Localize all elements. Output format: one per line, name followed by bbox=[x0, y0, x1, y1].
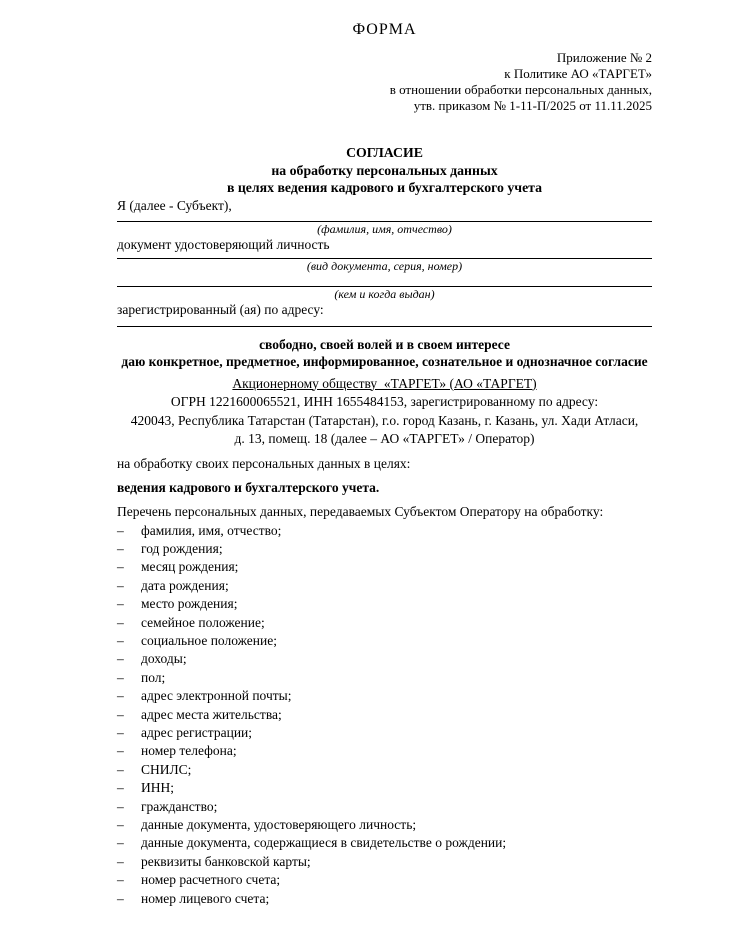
list-item-text: семейное положение; bbox=[141, 614, 265, 630]
list-item bbox=[117, 779, 652, 797]
list-item-text: гражданство; bbox=[141, 798, 218, 814]
purpose-bold: ведения кадрового и бухгалтерского учета. bbox=[117, 479, 380, 495]
dash-bullet: – bbox=[117, 669, 124, 685]
dash-bullet: – bbox=[117, 688, 124, 704]
list-item bbox=[117, 558, 652, 576]
dash-bullet: – bbox=[117, 872, 124, 888]
list-item bbox=[117, 595, 652, 613]
list-item bbox=[117, 613, 652, 631]
list-item-text: месяц рождения; bbox=[141, 559, 239, 575]
dash-bullet: – bbox=[117, 816, 124, 832]
list-item bbox=[117, 687, 652, 705]
list-item bbox=[117, 669, 652, 687]
list-item bbox=[117, 650, 652, 668]
annex-line: к Политике АО «ТАРГЕТ» bbox=[504, 66, 652, 81]
list-item-text: пол; bbox=[141, 669, 166, 685]
operator-address-1: 420043, Республика Татарстан (Татарстан), г.о. город Казань, г. Казань, ул. Хади Атласи, bbox=[130, 412, 639, 428]
fill-line-fio bbox=[117, 214, 652, 222]
list-item bbox=[117, 834, 652, 852]
operator-ogrn: ОГРН 1221600065521, ИНН 1655484153, зарегистрированному по адресу: bbox=[170, 394, 599, 409]
list-item-text: место рождения; bbox=[141, 596, 238, 612]
list-item-text: номер лицевого счета; bbox=[141, 890, 270, 906]
annex-line: в отношении обработки персональных данных, bbox=[389, 82, 652, 97]
dash-bullet: – bbox=[117, 706, 124, 722]
list-item-text: год рождения; bbox=[141, 541, 223, 557]
title-line-sub1: на обработку персональных данных bbox=[271, 162, 498, 178]
dash-bullet: – bbox=[117, 559, 124, 575]
list-item-text: дата рождения; bbox=[141, 577, 229, 593]
list-item-text: СНИЛС; bbox=[141, 761, 192, 777]
annex-line: Приложение № 2 bbox=[556, 50, 652, 65]
list-item bbox=[117, 632, 652, 650]
dash-bullet: – bbox=[117, 596, 124, 612]
list-item bbox=[117, 853, 652, 871]
dash-bullet: – bbox=[117, 614, 124, 630]
dash-bullet: – bbox=[117, 633, 124, 649]
title-line-main: СОГЛАСИЕ bbox=[346, 145, 423, 160]
dash-bullet: – bbox=[117, 724, 124, 740]
personal-data-list bbox=[117, 522, 652, 908]
list-item bbox=[117, 797, 652, 815]
dash-bullet: – bbox=[117, 890, 124, 906]
fio-caption: (фамилия, имя, отчество) bbox=[317, 221, 452, 236]
dash-bullet: – bbox=[117, 651, 124, 667]
list-item-text: адрес места жительства; bbox=[141, 706, 282, 722]
list-item-text: социальное положение; bbox=[141, 633, 277, 649]
list-item-text: данные документа, содержащиеся в свидетельстве о рождении; bbox=[141, 835, 507, 851]
dash-bullet: – bbox=[117, 761, 124, 777]
list-item bbox=[117, 724, 652, 742]
consent-statement bbox=[117, 336, 652, 370]
dash-bullet: – bbox=[117, 577, 124, 593]
list-item-text: данные документа, удостоверяющего личность; bbox=[141, 816, 417, 832]
list-item-text: адрес электронной почты; bbox=[141, 688, 292, 704]
list-item-text: ИНН; bbox=[141, 780, 174, 796]
dash-bullet: – bbox=[117, 522, 124, 538]
fill-line-address bbox=[117, 318, 652, 327]
consent-line: даю конкретное, предметное, информированное, сознательное и однозначное согласие bbox=[121, 353, 648, 369]
annex-block bbox=[117, 50, 652, 114]
operator-address-2: д. 13, помещ. 18 (далее – АО «ТАРГЕТ» / Оператор) bbox=[234, 431, 535, 446]
subject-intro: Я (далее - Субъект), bbox=[117, 197, 232, 213]
list-item-text: номер телефона; bbox=[141, 743, 237, 759]
list-item-text: адрес регистрации; bbox=[141, 724, 253, 740]
form-label: ФОРМА bbox=[352, 21, 417, 38]
issuer-caption: (кем и когда выдан) bbox=[334, 286, 435, 301]
dash-bullet: – bbox=[117, 853, 124, 869]
address-label: зарегистрированный (ая) по адресу: bbox=[117, 301, 324, 317]
purpose-intro: на обработку своих персональных данных в целях: bbox=[117, 455, 411, 471]
list-item bbox=[117, 871, 652, 889]
list-item-text: доходы; bbox=[141, 651, 187, 667]
document-title bbox=[117, 144, 652, 197]
document-label: документ удостоверяющий личность bbox=[117, 236, 330, 252]
operator-block bbox=[117, 375, 652, 449]
dash-bullet: – bbox=[117, 780, 124, 796]
title-line-sub2: в целях ведения кадрового и бухгалтерского учета bbox=[226, 180, 543, 195]
list-item bbox=[117, 522, 652, 540]
list-item bbox=[117, 705, 652, 723]
operator-name: Акционерному обществу «ТАРГЕТ» (АО «ТАРГЕТ) bbox=[232, 375, 537, 391]
dash-bullet: – bbox=[117, 798, 124, 814]
list-item-text: фамилия, имя, отчество; bbox=[141, 522, 282, 538]
page-content bbox=[117, 0, 652, 908]
list-item bbox=[117, 889, 652, 907]
dash-bullet: – bbox=[117, 835, 124, 851]
consent-line: свободно, своей волей и в своем интересе bbox=[259, 336, 510, 352]
list-item-text: номер расчетного счета; bbox=[141, 872, 281, 888]
dash-bullet: – bbox=[117, 541, 124, 557]
list-item bbox=[117, 761, 652, 779]
list-item-text: реквизиты банковской карты; bbox=[141, 853, 311, 869]
document-caption: (вид документа, серия, номер) bbox=[306, 258, 463, 273]
list-item bbox=[117, 816, 652, 834]
dash-bullet: – bbox=[117, 743, 124, 759]
list-item bbox=[117, 742, 652, 760]
annex-line: утв. приказом № 1-11-П/2025 от 11.11.2025 bbox=[413, 98, 652, 113]
list-item bbox=[117, 577, 652, 595]
list-item bbox=[117, 540, 652, 558]
fill-line-issuer bbox=[117, 273, 652, 287]
list-intro: Перечень персональных данных, передаваемых Субъектом Оператору на обработку: bbox=[117, 503, 604, 519]
